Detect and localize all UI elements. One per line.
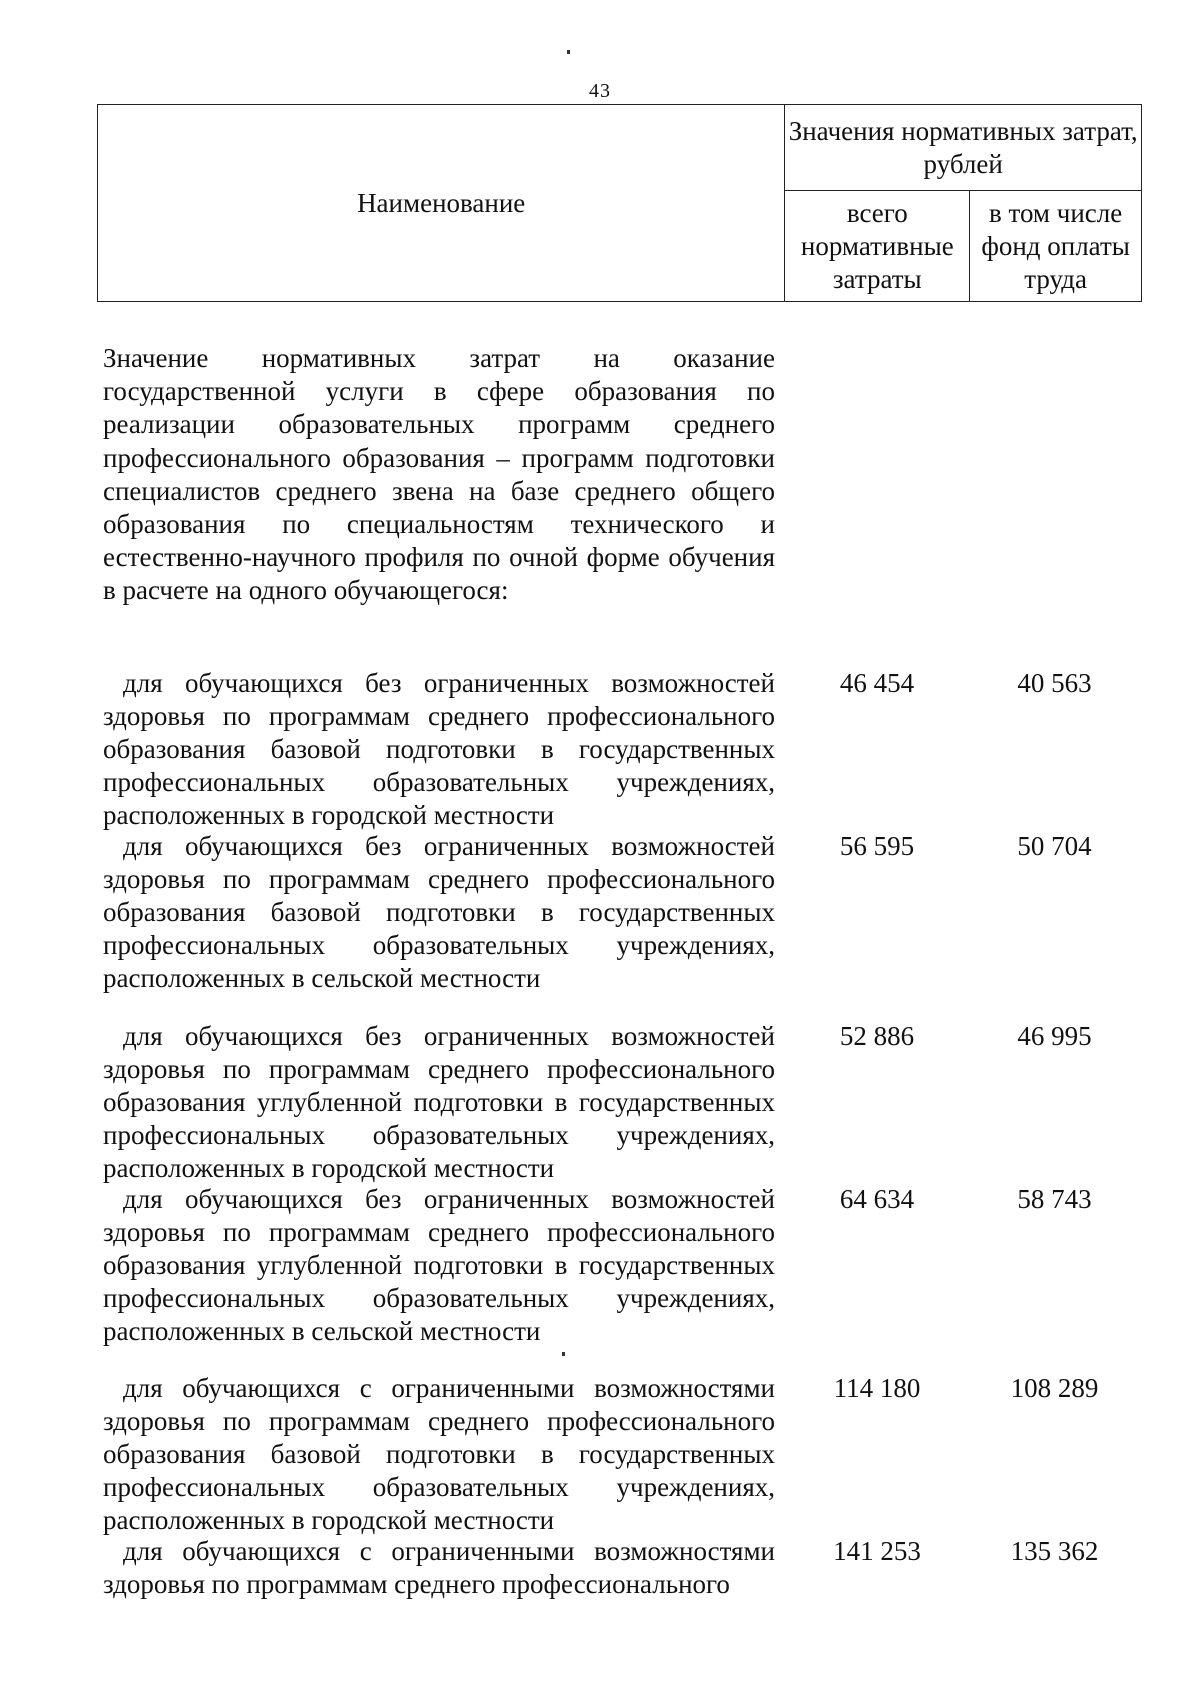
row-description: для обучающихся без ограниченных возможностей здоровья по программам среднего профессионального образования базовой подготовки в государственных профессиональных образовательных учреждениях, расположенных в сельской местности: [103, 831, 775, 993]
row-description: для обучающихся с ограниченными возможностями здоровья по программам среднего профессионального: [103, 1536, 775, 1599]
row-fund-value: 46 995: [1017, 1021, 1092, 1051]
row-description: для обучающихся без ограниченных возможностей здоровья по программам среднего профессионального образования базовой подготовки в государственных профессиональных образовательных учреждениях, расположенных в городской местности: [103, 668, 775, 830]
row-fund-value: 58 743: [1017, 1184, 1092, 1214]
row-total-value: 46 454: [839, 668, 915, 698]
column-header-fund: в том числе фонд оплаты труда: [970, 191, 1142, 302]
table-header: [97, 104, 1142, 302]
row-total-value: 141 253: [833, 1536, 921, 1566]
row-total-value: 114 180: [833, 1373, 921, 1403]
scan-speck: [567, 50, 570, 54]
column-header-values-group: Значения нормативных затрат, рублей: [785, 105, 1142, 191]
row-fund-value: 40 563: [1017, 668, 1092, 698]
row-description: для обучающихся без ограниченных возможностей здоровья по программам среднего профессионального образования углубленной подготовки в государственных профессиональных образовательных учреждениях, расположенных в городской местности: [103, 1021, 775, 1183]
intro-paragraph: Значение нормативных затрат на оказание государственной услуги в сфере образования по реализации образовательных программ среднего профессионального образования – программ подготовки специалистов среднего звена на базе среднего общего образования по специальностям технического и естественно-научного профиля по очной форме обучения в расчете на одного обучающегося:: [103, 343, 775, 606]
scan-speck: [562, 1352, 565, 1356]
row-description: для обучающихся с ограниченными возможностями здоровья по программам среднего профессионального образования базовой подготовки в государственных профессиональных образовательных учреждениях, расположенных в городской местности: [103, 1373, 775, 1535]
page-number: 43: [589, 80, 611, 102]
row-total-value: 56 595: [839, 831, 915, 861]
row-total-value: 64 634: [839, 1184, 915, 1214]
row-fund-value: 50 704: [1017, 831, 1092, 861]
row-description: для обучающихся без ограниченных возможностей здоровья по программам среднего профессионального образования углубленной подготовки в государственных профессиональных образовательных учреждениях, расположенных в сельской местности: [103, 1184, 775, 1346]
row-fund-value: 135 362: [1010, 1536, 1099, 1566]
row-total-value: 52 886: [839, 1021, 915, 1051]
column-header-name: Наименование: [98, 105, 785, 302]
column-header-total: всего нормативные затраты: [785, 191, 970, 302]
row-fund-value: 108 289: [1010, 1373, 1099, 1403]
